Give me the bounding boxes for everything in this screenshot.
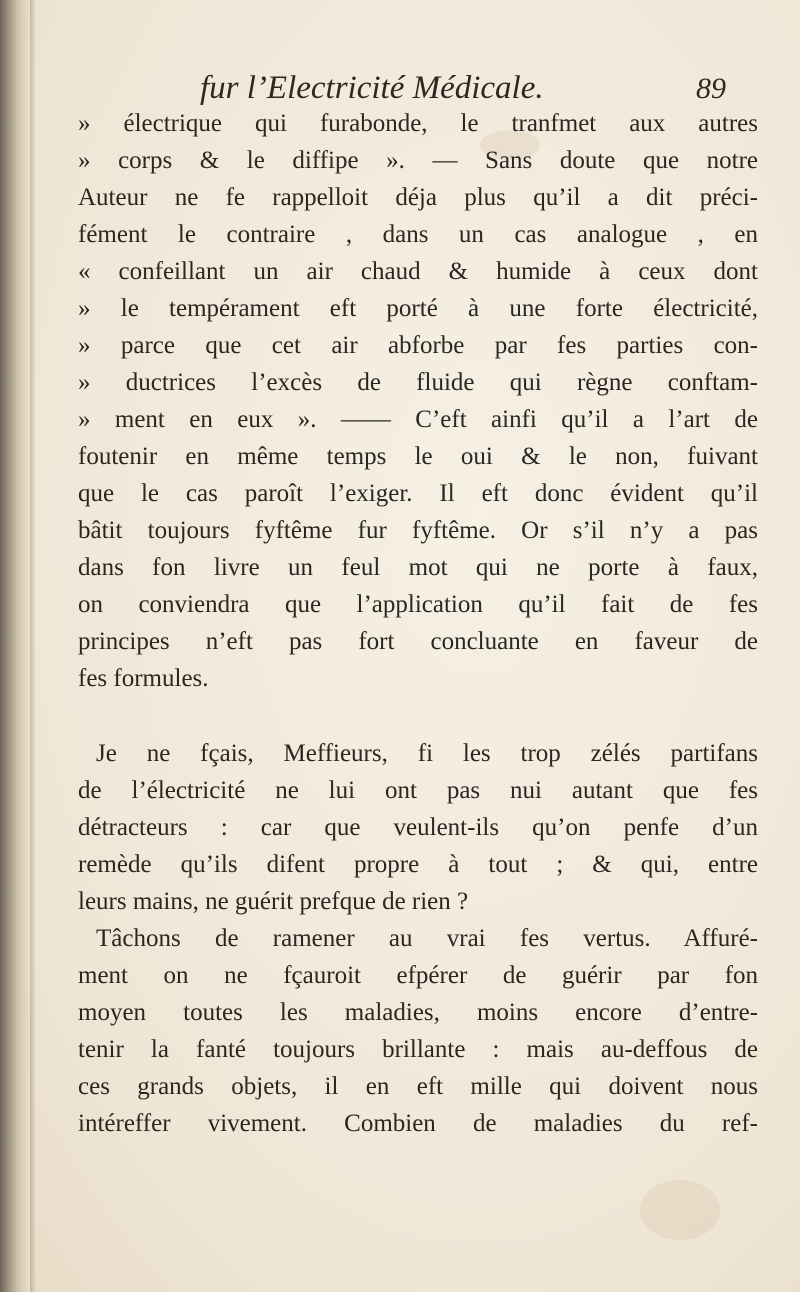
text-line: détracteurs : car que veulent-ils qu’on penfe d’un [78,814,758,841]
paragraph-1 [78,105,758,697]
paragraph-2 [78,735,758,1142]
page-number: 89 [696,72,726,105]
text-line: leurs mains, ne guérit prefque de rien ? [78,888,469,915]
text-line: » électrique qui furabonde, le tranfmet aux autres [78,110,758,137]
text-line: ces grands objets, il en eft mille qui doivent nous [78,1073,758,1100]
text-line: on conviendra que l’application qu’il fait de fes [78,591,758,618]
text-line: » corps & le diffipe ». — Sans doute que notre [78,147,758,174]
text-line: remède qu’ils difent propre à tout ; & qui, entre [78,851,758,878]
text-line: Je ne fçais, Meffieurs, fi les trop zélés partifans [96,740,758,767]
text-line: Auteur ne fe rappelloit déja plus qu’il a dit préci- [78,184,758,211]
text-line: intéreffer vivement. Combien de maladies du ref- [78,1110,758,1137]
text-line: bâtit toujours fyftême fur fyftême. Or s’il n’y a pas [78,517,758,544]
text-line: tenir la fanté toujours brillante : mais au-deffous de [78,1036,758,1063]
text-line: » ductrices l’excès de fluide qui règne conftam- [78,369,758,396]
text-line: Tâchons de ramener au vrai fes vertus. Affuré- [96,925,758,952]
book-binding [0,0,30,1292]
text-line: » le tempérament eft porté à une forte électricité, [78,295,758,322]
text-line: » parce que cet air abforbe par fes parties con- [78,332,758,359]
text-line: moyen toutes les maladies, moins encore d’entre- [78,999,758,1026]
text-line: foutenir en même temps le oui & le non, fuivant [78,443,758,470]
running-head: fur l’Electricité Médicale. [200,70,544,106]
binding-shadow [30,0,36,1292]
text-line: ment on ne fçauroit efpérer de guérir par fon [78,962,758,989]
text-line: que le cas paroît l’exiger. Il eft donc évident qu’il [78,480,758,507]
paper-stain [640,1180,720,1240]
text-line: principes n’eft pas fort concluante en faveur de [78,628,758,655]
text-line: de l’électricité ne lui ont pas nui autant que fes [78,777,758,804]
text-line: fes formules. [78,665,209,692]
text-line: « confeillant un air chaud & humide à ceux dont [78,258,758,285]
page-header [0,70,800,110]
text-line: dans fon livre un feul mot qui ne porte à faux, [78,554,758,581]
text-line: » ment en eux ». —— C’eft ainfi qu’il a l’art de [78,406,758,433]
text-line: fément le contraire , dans un cas analogue , en [78,221,758,248]
